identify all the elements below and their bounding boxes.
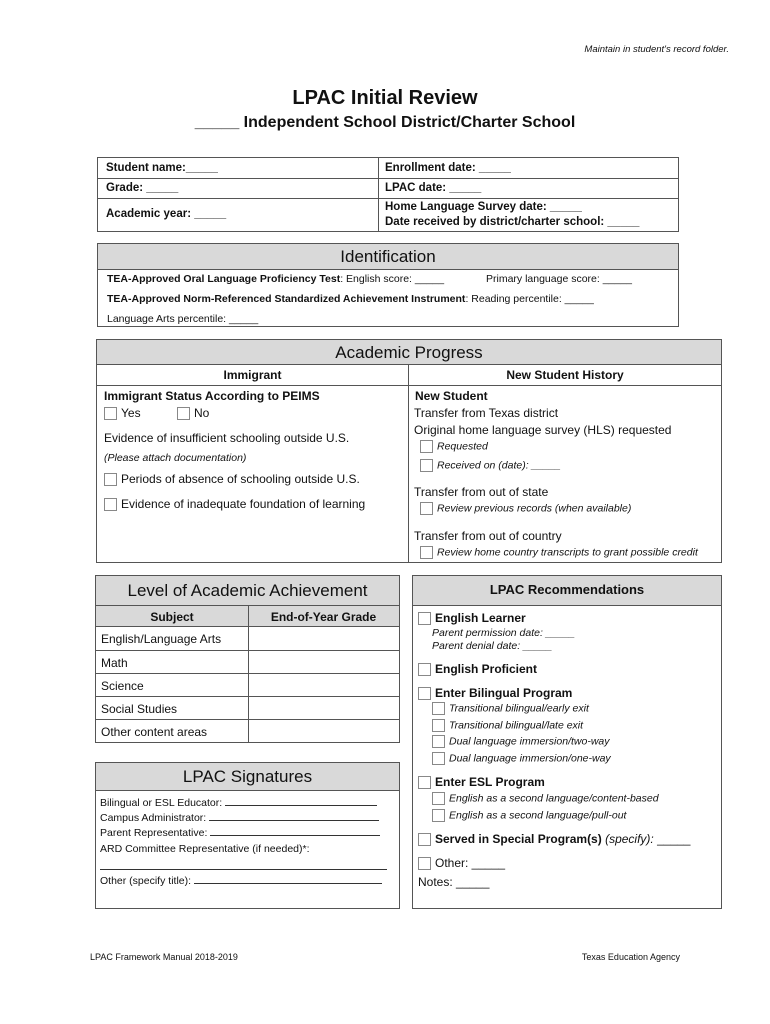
norm-test-label: TEA-Approved Norm-Referenced Standardized Achievement Instrument — [107, 293, 466, 305]
yes-label: Yes — [121, 406, 141, 420]
bilingual-educator-line[interactable] — [100, 797, 377, 809]
achievement-section — [95, 575, 400, 743]
recommendations-section — [412, 575, 722, 909]
lpac-date-field[interactable]: LPAC date: _____ — [385, 182, 482, 194]
dual-two-checkbox[interactable] — [432, 735, 445, 748]
requested-option[interactable] — [420, 440, 488, 453]
inadequate-foundation-label: Evidence of inadequate foundation of learning — [121, 497, 366, 511]
review-transcripts-checkbox[interactable] — [420, 546, 433, 559]
bilingual-educator-label: Bilingual or ESL Educator: — [100, 797, 223, 809]
periods-absence-checkbox[interactable] — [104, 473, 117, 486]
grade-cell[interactable] — [249, 674, 399, 696]
review-records-label: Review previous records (when available) — [437, 502, 632, 515]
parent-rep-label: Parent Representative: — [100, 827, 208, 839]
grade-cell[interactable] — [249, 697, 399, 719]
reading-percentile[interactable]: : Reading percentile: _____ — [465, 293, 594, 305]
parent-denial-date[interactable]: Parent denial date: _____ — [432, 640, 553, 652]
esl-program-checkbox[interactable] — [418, 776, 431, 789]
other-title-line[interactable] — [100, 875, 382, 887]
grade-cell[interactable] — [249, 627, 399, 650]
primary-language-score[interactable]: Primary language score: _____ — [486, 273, 632, 285]
norm-test-line — [107, 293, 594, 305]
requested-checkbox[interactable] — [420, 440, 433, 453]
requested-label: Requested — [437, 440, 488, 453]
identification-section — [97, 243, 679, 327]
specify-blank[interactable]: _____ — [653, 832, 691, 846]
yes-checkbox[interactable] — [104, 407, 117, 420]
special-program-label: Served in Special Program(s) — [435, 832, 602, 846]
inadequate-foundation-option[interactable] — [104, 497, 365, 511]
dual-two-option[interactable] — [432, 735, 610, 748]
parent-rep-line[interactable] — [100, 827, 380, 839]
parent-permission-date[interactable]: Parent permission date: _____ — [432, 627, 576, 639]
new-student-history-header: New Student History — [506, 368, 624, 382]
student-name-field[interactable]: Student name:_____ — [106, 162, 218, 174]
immigrant-status-label: Immigrant Status According to PEIMS — [104, 389, 320, 403]
ard-rep-line[interactable] — [100, 869, 387, 870]
oral-english-score[interactable]: : English score: _____ — [340, 273, 445, 285]
campus-admin-line[interactable] — [100, 812, 379, 824]
english-proficient-checkbox[interactable] — [418, 663, 431, 676]
no-label: No — [194, 406, 210, 420]
achievement-title: Level of Academic Achievement — [96, 576, 399, 606]
grade-cell[interactable] — [249, 651, 399, 673]
esl-program-label: Enter ESL Program — [435, 775, 545, 789]
english-learner-option[interactable] — [418, 611, 526, 625]
periods-absence-label: Periods of absence of schooling outside U.S. — [121, 472, 360, 486]
subject-column-header: Subject — [150, 610, 194, 624]
hls-date-field[interactable]: Home Language Survey date: _____ — [385, 201, 582, 213]
no-option[interactable] — [177, 406, 209, 420]
esl-pullout-checkbox[interactable] — [432, 809, 445, 822]
esl-content-option[interactable] — [432, 792, 659, 805]
transfer-state-label: Transfer from out of state — [414, 485, 549, 499]
recommendations-title: LPAC Recommendations — [413, 576, 721, 606]
transfer-country-label: Transfer from out of country — [414, 529, 562, 543]
date-received-field[interactable]: Date received by district/charter school: _____ — [385, 216, 640, 228]
page-title: LPAC Initial Review — [292, 87, 478, 109]
review-transcripts-label: Review home country transcripts to grant possible credit — [437, 546, 698, 559]
yes-option[interactable] — [104, 406, 141, 420]
attach-documentation-note: (Please attach documentation) — [104, 452, 247, 464]
trans-late-checkbox[interactable] — [432, 719, 445, 732]
academic-progress-title: Academic Progress — [97, 340, 721, 365]
other-label: Other: _____ — [435, 856, 506, 870]
other-checkbox[interactable] — [418, 857, 431, 870]
english-proficient-option[interactable] — [418, 662, 537, 676]
periods-absence-option[interactable] — [104, 472, 360, 486]
special-program-option[interactable] — [418, 832, 690, 846]
review-records-option[interactable] — [420, 502, 631, 515]
signatures-title: LPAC Signatures — [96, 763, 399, 791]
new-student-label: New Student — [415, 389, 488, 403]
oral-test-line — [107, 273, 444, 285]
oral-test-label: TEA-Approved Oral Language Proficiency Test — [107, 273, 341, 285]
grade-field[interactable]: Grade: _____ — [106, 182, 179, 194]
trans-late-option[interactable] — [432, 719, 583, 732]
trans-early-checkbox[interactable] — [432, 702, 445, 715]
review-transcripts-option[interactable] — [420, 546, 698, 559]
footer-right: Texas Education Agency — [581, 952, 680, 962]
record-note: Maintain in student's record folder. — [584, 44, 729, 55]
english-learner-checkbox[interactable] — [418, 612, 431, 625]
trans-early-label: Transitional bilingual/early exit — [449, 702, 589, 715]
esl-pullout-label: English as a second language/pull-out — [449, 809, 627, 822]
other-option[interactable] — [418, 856, 505, 870]
student-info-table — [97, 157, 679, 232]
specify-label: (specify): — [605, 832, 654, 846]
trans-early-option[interactable] — [432, 702, 589, 715]
review-records-checkbox[interactable] — [420, 502, 433, 515]
english-proficient-label: English Proficient — [435, 662, 538, 676]
immigrant-header: Immigrant — [223, 368, 282, 382]
subject-row: English/Language Arts — [101, 632, 222, 646]
transfer-texas-label: Transfer from Texas district — [414, 406, 559, 420]
subject-row: Social Studies — [101, 702, 178, 716]
special-program-checkbox[interactable] — [418, 833, 431, 846]
grade-cell[interactable] — [249, 720, 399, 742]
academic-progress-section — [96, 339, 722, 563]
bilingual-program-checkbox[interactable] — [418, 687, 431, 700]
esl-content-label: English as a second language/content-based — [449, 792, 659, 805]
subject-row: Other content areas — [101, 725, 208, 739]
signatures-section — [95, 762, 400, 909]
dual-two-label: Dual language immersion/two-way — [449, 735, 610, 748]
ard-rep-label: ARD Committee Representative (if needed)*: — [100, 843, 310, 855]
received-on-checkbox[interactable] — [420, 459, 433, 472]
subject-row: Math — [101, 656, 128, 670]
language-arts-percentile[interactable]: Language Arts percentile: _____ — [107, 313, 259, 325]
bilingual-program-label: Enter Bilingual Program — [435, 686, 573, 700]
subject-row: Science — [101, 679, 144, 693]
page-subtitle: _____ Independent School District/Charter School — [194, 114, 576, 131]
inadequate-foundation-checkbox[interactable] — [104, 498, 117, 511]
dual-one-label: Dual language immersion/one-way — [449, 752, 611, 765]
english-learner-label: English Learner — [435, 611, 526, 625]
insufficient-schooling-label: Evidence of insufficient schooling outside U.S. — [104, 431, 350, 445]
notes-field[interactable]: Notes: _____ — [418, 875, 490, 889]
enrollment-date-field[interactable]: Enrollment date: _____ — [385, 162, 511, 174]
grade-column-header: End-of-Year Grade — [270, 610, 377, 624]
dual-one-checkbox[interactable] — [432, 752, 445, 765]
footer-left: LPAC Framework Manual 2018-2019 — [90, 952, 238, 962]
bilingual-program-option[interactable] — [418, 686, 572, 700]
hls-requested-label: Original home language survey (HLS) requested — [414, 423, 672, 437]
campus-admin-label: Campus Administrator: — [100, 812, 207, 824]
other-title-label: Other (specify title): — [100, 875, 192, 887]
received-on-option[interactable] — [420, 459, 561, 472]
esl-pullout-option[interactable] — [432, 809, 626, 822]
received-on-label: Received on (date): _____ — [437, 459, 561, 472]
identification-title: Identification — [98, 244, 678, 270]
trans-late-label: Transitional bilingual/late exit — [449, 719, 584, 732]
no-checkbox[interactable] — [177, 407, 190, 420]
esl-content-checkbox[interactable] — [432, 792, 445, 805]
academic-year-field[interactable]: Academic year: _____ — [106, 208, 227, 220]
dual-one-option[interactable] — [432, 752, 611, 765]
esl-program-option[interactable] — [418, 775, 545, 789]
